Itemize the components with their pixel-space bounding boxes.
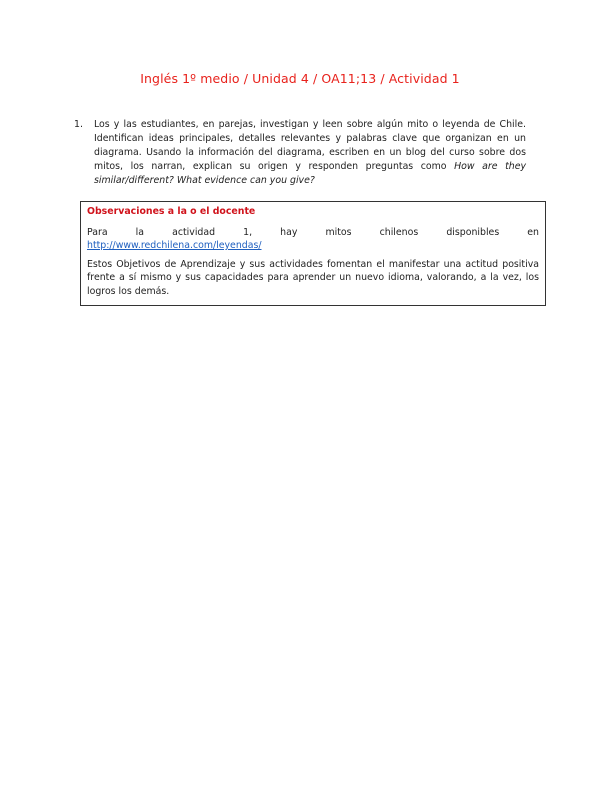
activity-text: Los y las estudiantes, en parejas, investigan y leen sobre algún mito o leyenda de Chile. Identifican ideas principales, detalles relevantes y palabras clave que organizan en un diagrama. Usando la información del diagrama, escriben en un blog del curso sobre dos mitos, los narran, explican su origen y responden preguntas como <box>94 119 526 172</box>
observations-resource-text: Para la actividad 1, hay mitos chilenos disponibles en <box>87 226 539 238</box>
observations-title: Observaciones a la o el docente <box>87 206 256 217</box>
resource-link[interactable]: http://www.redchilena.com/leyendas/ <box>87 240 262 251</box>
activity-question: How are they similar/different? What evidence can you give? <box>94 161 527 186</box>
list-item <box>74 118 526 188</box>
activity-description <box>94 118 526 188</box>
teacher-observations-box <box>80 201 546 306</box>
page-title: Inglés 1º medio / Unidad 4 / OA11;13 / Actividad 1 <box>140 71 460 86</box>
observations-paragraph: Estos Objetivos de Aprendizaje y sus actividades fomentan el manifestar una actitud positiva frente a sí mismo y sus capacidades para aprender un nuevo idioma, valorando, a la vez, los logros los demás. <box>87 258 539 297</box>
item-number: 1. <box>74 119 83 130</box>
activity-list <box>74 118 526 188</box>
